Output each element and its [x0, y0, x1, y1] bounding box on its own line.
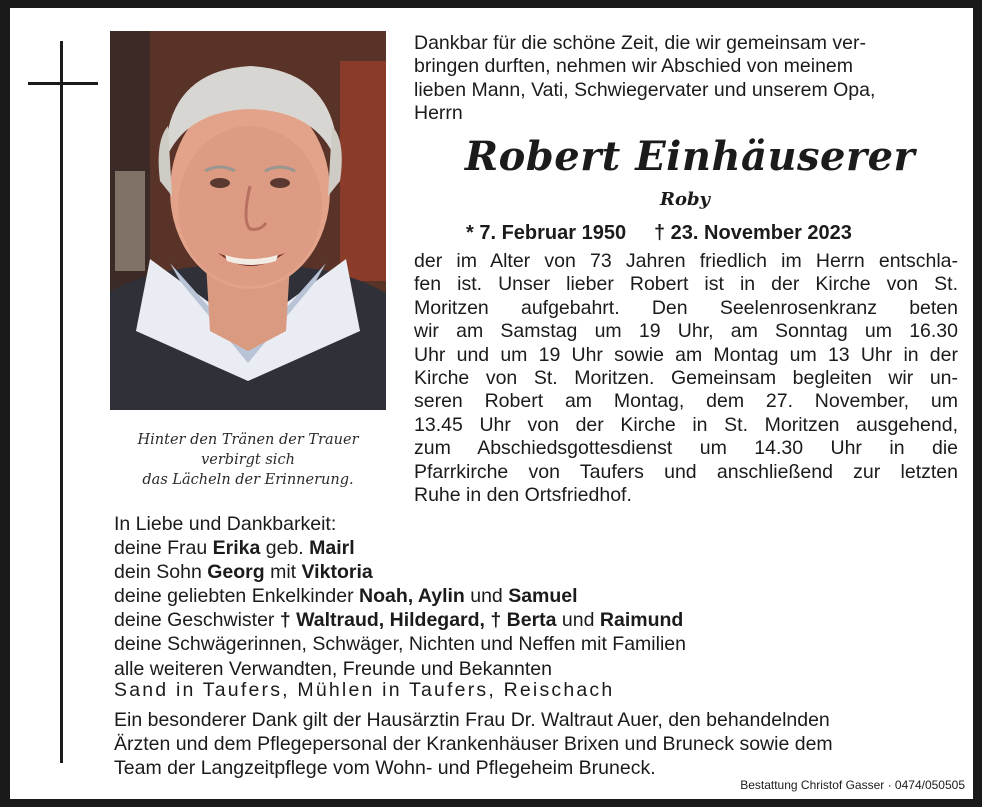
mourner-others: alle weiteren Verwandten, Freunde und Bekannten: [114, 657, 552, 680]
intro-line: Dankbar für die schöne Zeit, die wir gemeinsam ver-: [414, 32, 866, 54]
mourners-intro: In Liebe und Dankbarkeit:: [114, 513, 337, 535]
quote-line: verbirgt sich: [201, 452, 295, 468]
intro-line: Herrn: [414, 102, 463, 125]
special-thanks: [114, 708, 964, 780]
body-line: Uhr und um 19 Uhr sowie am Montag um 13 Uhr in der: [414, 343, 958, 366]
portrait-photo: [110, 31, 386, 410]
portrait-illustration: [110, 31, 386, 410]
body-line: seren Robert am Montag, dem 27. November, um: [414, 390, 958, 413]
body-line: Pfarrkirche von Taufers und anschließend zur letzten: [414, 460, 958, 483]
mourner-wife: deine Frau Erika geb. Mairl: [114, 537, 355, 560]
cross-icon: [60, 41, 63, 763]
memorial-quote: [110, 430, 386, 490]
death-date: † 23. November 2023: [654, 222, 852, 244]
deceased-nickname: Roby: [659, 189, 710, 210]
cross-icon-bar: [28, 82, 98, 85]
body-line: 13.45 Uhr von der Kirche in St. Moritzen ausgehend,: [414, 413, 958, 436]
quote-line: Hinter den Tränen der Trauer: [137, 432, 359, 448]
body-line: zum Abschiedsgottesdienst um 14.30 Uhr in die: [414, 437, 958, 460]
body-line: fen ist. Unser lieber Robert ist in der Kirche von St.: [414, 273, 958, 296]
intro-paragraph: [414, 32, 958, 126]
mourner-son: dein Sohn Georg mit Viktoria: [114, 561, 373, 584]
body-line: der im Alter von 73 Jahren friedlich im Herrn entschla-: [414, 250, 958, 272]
thanks-line: Ärzten und dem Pflegepersonal der Krankenhäuser Brixen und Bruneck sowie dem: [114, 733, 833, 755]
body-line: Moritzen aufgebahrt. Den Seelenrosenkranz beten: [414, 296, 958, 319]
deceased-name: Robert Einhäuserer: [464, 133, 916, 180]
thanks-line: Ein besonderer Dank gilt der Hausärztin Frau Dr. Waltraut Auer, den behandelnden: [114, 709, 830, 731]
mourner-grandchildren: deine geliebten Enkelkinder Noah, Aylin und Samuel: [114, 585, 578, 608]
body-line: Ruhe in den Ortsfriedhof.: [414, 484, 632, 507]
mourners-list: [114, 512, 834, 681]
obituary-page: [10, 8, 973, 799]
home-places: Sand in Taufers, Mühlen in Taufers, Reischach: [114, 679, 615, 701]
mourner-siblings: deine Geschwister † Waltraud, Hildegard, † Berta und Raimund: [114, 609, 684, 632]
intro-line: bringen durften, nehmen wir Abschied von meinem: [414, 55, 853, 78]
mourner-inlaws: deine Schwägerinnen, Schwäger, Nichten und Neffen mit Familien: [114, 633, 686, 656]
body-line: Kirche von St. Moritzen. Gemeinsam begleiten wir un-: [414, 367, 958, 390]
thanks-line: Team der Langzeitpflege vom Wohn- und Pflegeheim Bruneck.: [114, 757, 656, 779]
quote-line: das Lächeln der Erinnerung.: [142, 472, 354, 488]
birth-date: * 7. Februar 1950: [466, 222, 627, 244]
body-line: wir am Samstag um 19 Uhr, am Sonntag um 16.30: [414, 320, 958, 343]
funeral-home-credit: Bestattung Christof Gasser · 0474/050505: [740, 778, 965, 792]
service-details: [414, 250, 958, 507]
intro-line: lieben Mann, Vati, Schwiegervater und unserem Opa,: [414, 78, 876, 101]
